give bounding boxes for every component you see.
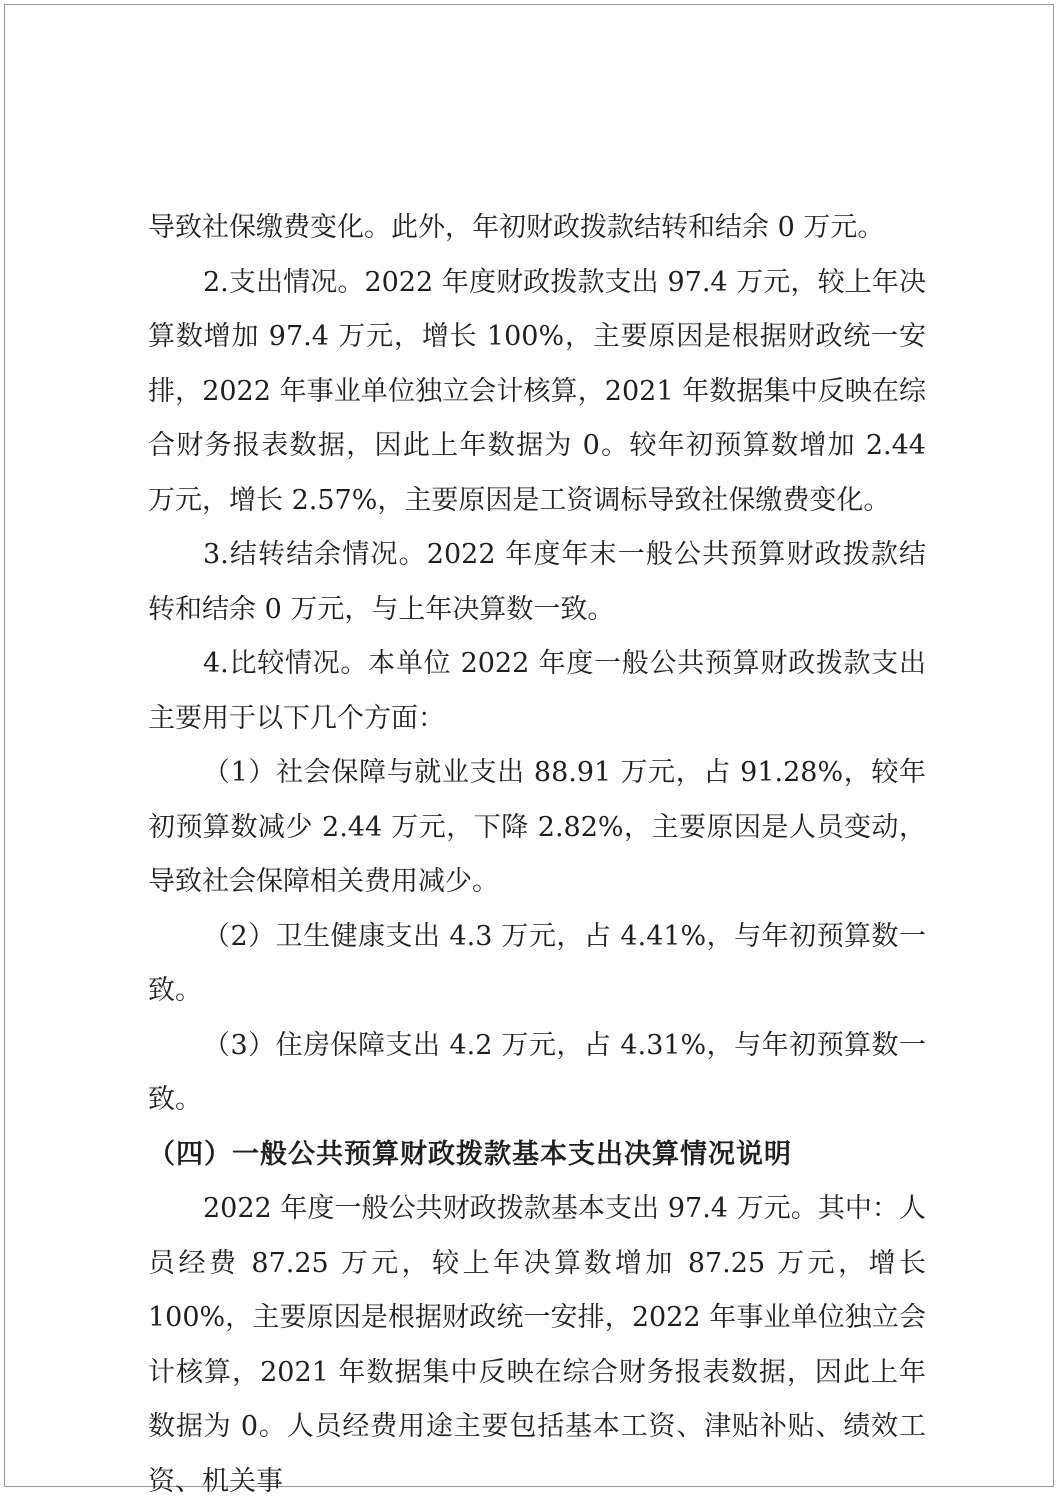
paragraph-item-housing: （3）住房保障支出 4.2 万元，占 4.31%，与年初预算数一致。 [148,1029,926,1115]
paragraph-item-social-security: （1）社会保障与就业支出 88.91 万元，占 91.28%，较年初预算数减少 2.44 万元，下降 2.82%，主要原因是人员变动，导致社会保障相关费用减少。 [148,757,926,897]
paragraph-expenditure: 2.支出情况。2022 年度财政拨款支出 97.4 万元，较上年决算数增加 97.4 万元，增长 100%，主要原因是根据财政统一安排，2022 年事业单位独立会计核算，2021 年数据集中反映在综合财务报表数据，因此上年数据为 0。较年初预算数增加 2.44 万元，增长 2.57%，主要原因是工资调标导致社保缴费变化。 [148,266,926,516]
paragraph-carryover: 导致社保缴费变化。此外，年初财政拨款结转和结余 0 万元。 [148,212,885,243]
document-body [148,201,926,1509]
section-heading: （四）一般公共预算财政拨款基本支出决算情况说明 [148,1138,792,1170]
paragraph-balance: 3.结转结余情况。2022 年度年末一般公共预算财政拨款结转和结余 0 万元，与上年决算数一致。 [148,539,926,625]
paragraph-item-health: （2）卫生健康支出 4.3 万元，占 4.41%，与年初预算数一致。 [148,920,926,1006]
paragraph-comparison: 4.比较情况。本单位 2022 年度一般公共预算财政拨款支出主要用于以下几个方面： [148,648,926,734]
paragraph-basic-expenditure: 2022 年度一般公共财政拨款基本支出 97.4 万元。其中：人员经费 87.25 万元，较上年决算数增加 87.25 万元，增长 100%，主要原因是根据财政统一安排，2022 年事业单位独立会计核算，2021 年数据集中反映在综合财务报表数据，因此上年数据为 0。人员经费用途主要包括基本工资、津贴补贴、绩效工资、机关事 [148,1193,926,1497]
document-page [4,4,1054,1497]
